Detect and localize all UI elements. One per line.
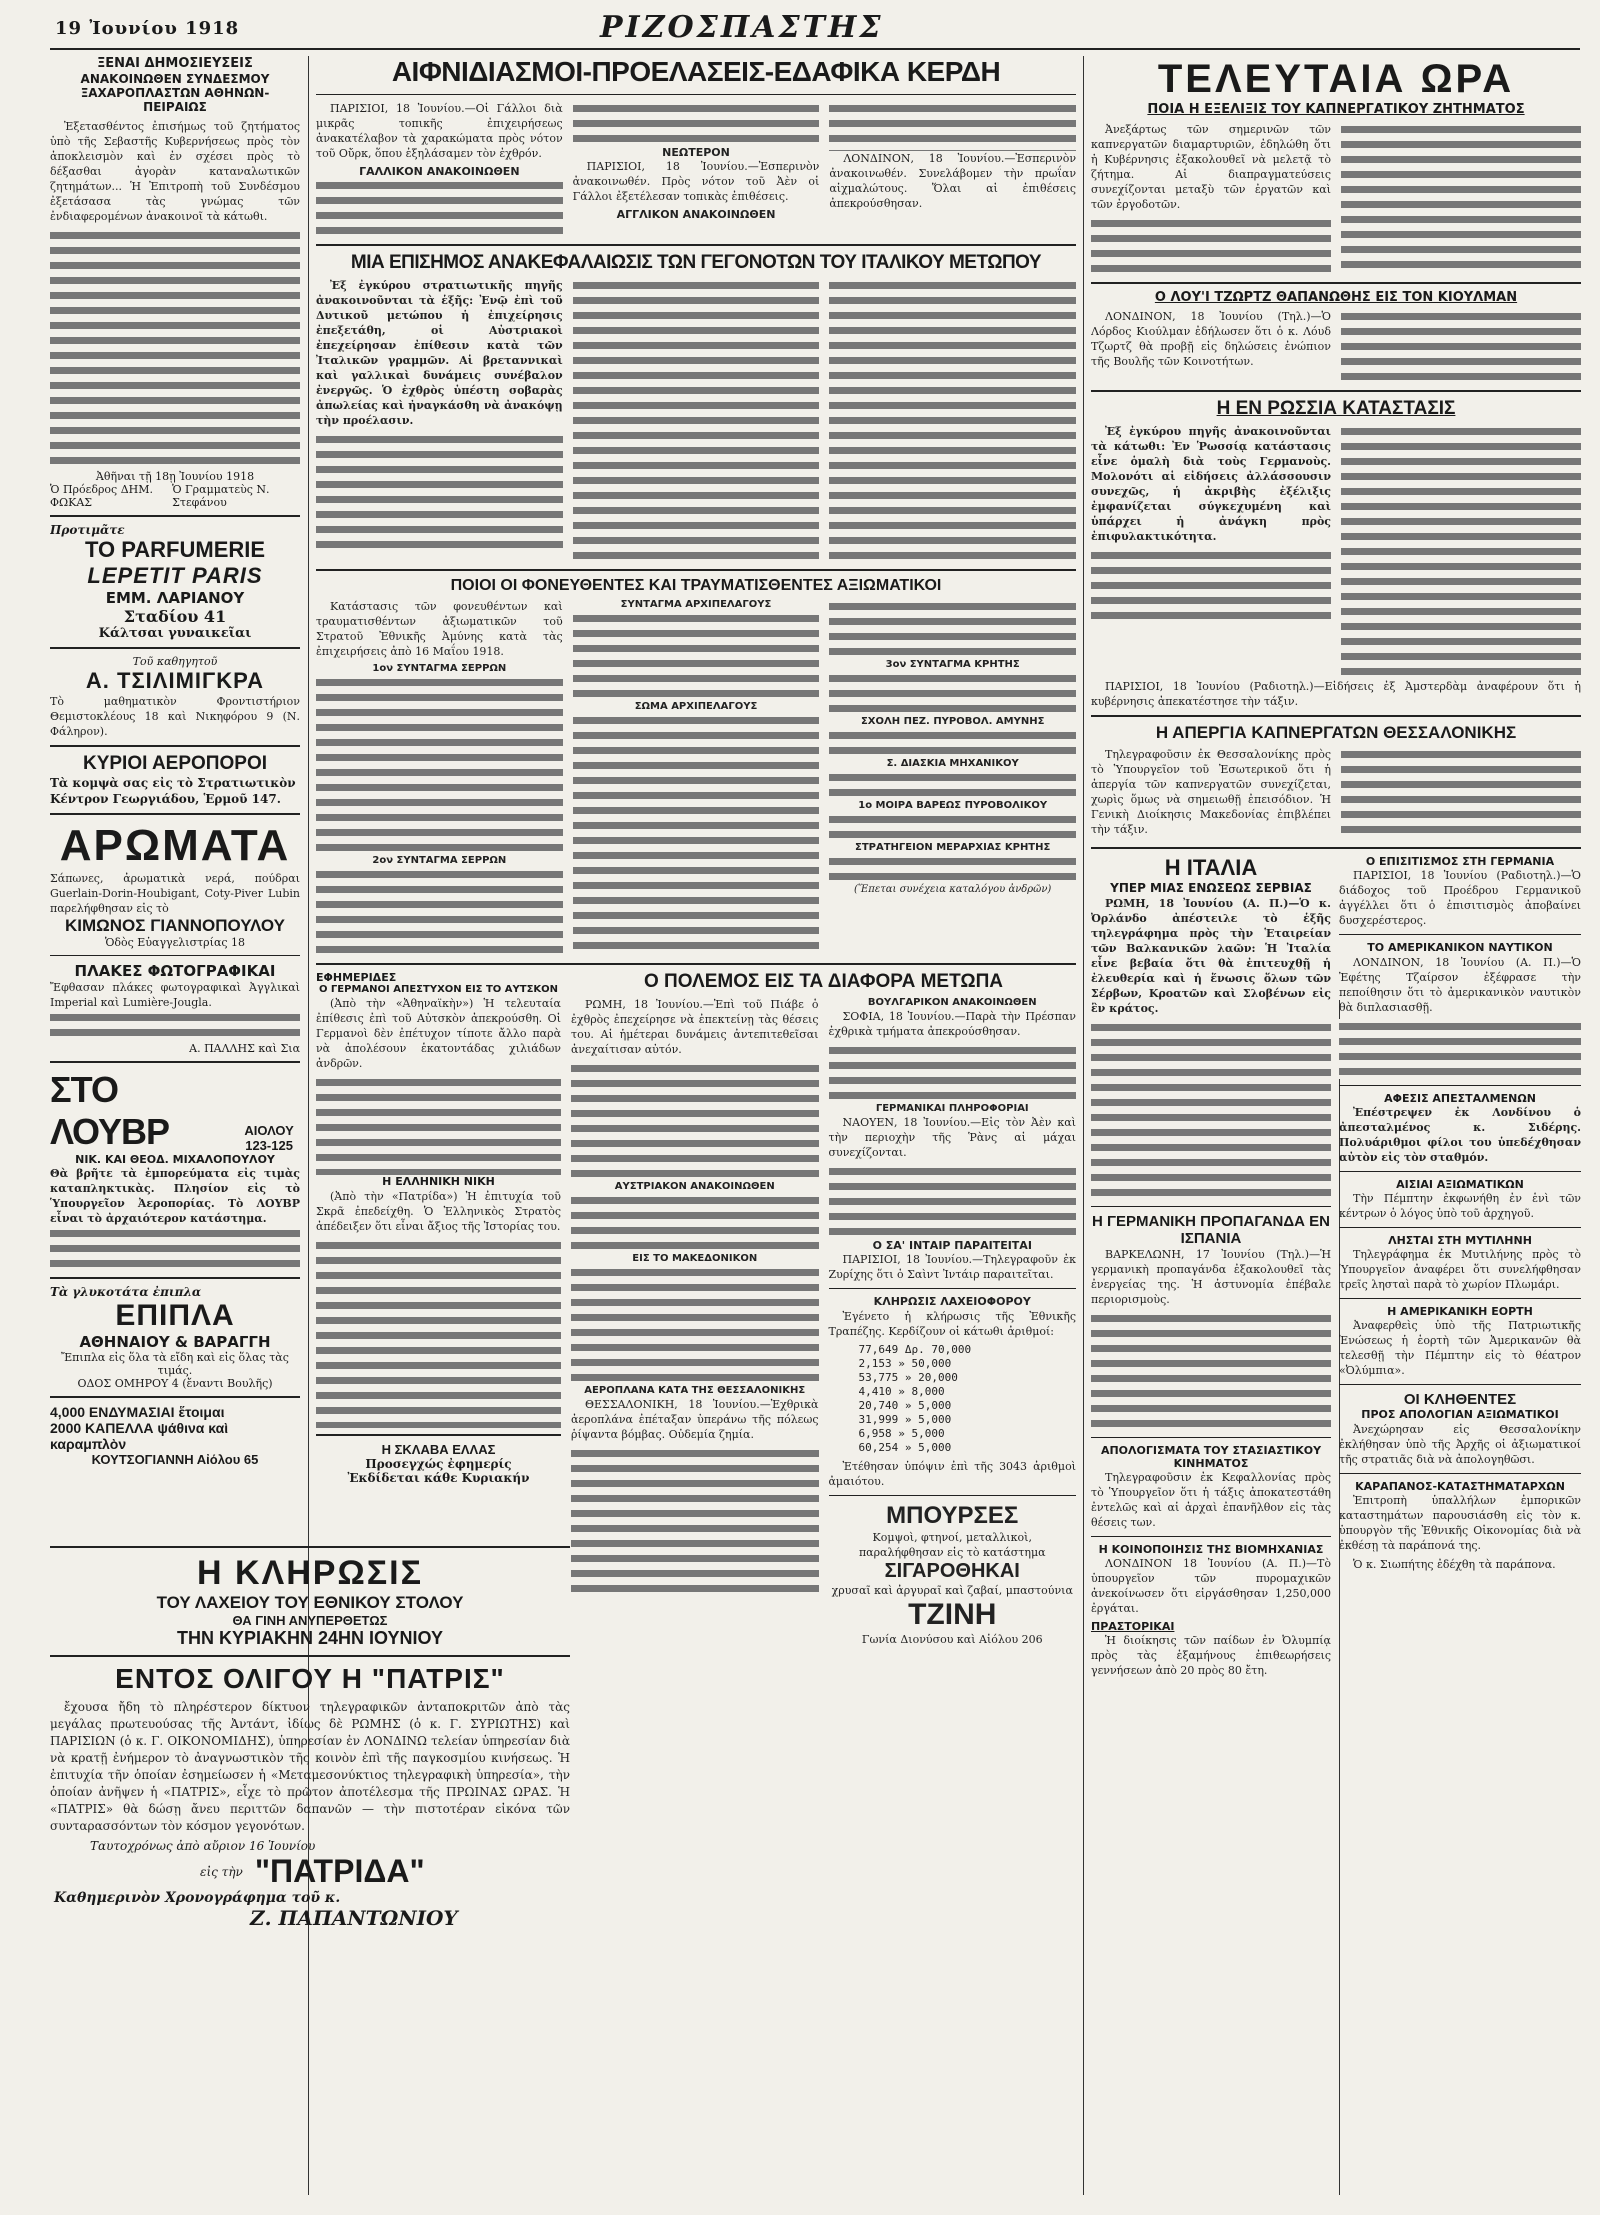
secretary-signature: Ὁ Γραμματεὺς Ν. Στεφάνου [172,482,270,509]
center-column [316,56,1076,2195]
press-subheading: Η ΕΛΛΗΝΙΚΗ ΝΙΚΗ [382,1175,495,1189]
article-text: ΛΟΝΔΙΝΟΝ 18 Ἰουνίου (Α. Π.)—Τὸ ὑπουργεῖον τῶν πυρομαχικῶν ἀνεκοίνωσεν ὅτι εἰργάσθησαν 1,250,000 ἐργάται. [1091,1557,1331,1616]
article-text: Ἐπιτροπὴ ὑπαλλήλων ἐμπορικῶν καταστημάτων παρουσιάσθη εἰς τὸν κ. ὑπουργὸν τῆς Ἐθνικῆς Οἰκονομίας διὰ νὰ ἐκθέσῃ τὰ παράπονά της. [1339,1493,1581,1552]
article-text: ΛΟΝΔΙΝΟΝ, 18 Ἰουνίου (Τηλ.)—Ὁ Λόρδος Κιούλμαν ἐδήλωσεν ὅτι ὁ κ. Λόυδ Τζωρτζ θὰ προβῇ εἰς δηλώσεις ἐνώπιον τῆς Βουλῆς τῶν Κοινοτήτων. [1091,310,1331,369]
lottery-number-list [829,1343,1077,1455]
shopkeepers-heading: ΚΑΡΑΠΑΝΟΣ-ΚΑΤΑΣΤΗΜΑΤΑΡΧΩΝ [1355,1479,1565,1493]
section-rule [50,1277,300,1279]
lottery-subheading: ΤΟΥ ΛΑΧΕΙΟΥ ΤΟΥ ΕΘΝΙΚΟΥ ΣΤΟΛΟΥ [156,1593,464,1612]
regiment-subheading: 1ο ΜΟΙΡΑ ΒΑΡΕΩΣ ΠΥΡΟΒΟΛΙΚΟΥ [858,800,1048,812]
press-review [316,971,561,1646]
navy-heading: ΤΟ ΑΜΕΡΙΚΑΝΙΚΟΝ ΝΑΥΤΙΚΟΝ [1367,941,1553,955]
ad-title: ΣΤΟ ΛΟΥΒΡ [50,1068,170,1152]
section-rule [50,1396,300,1398]
regiment-subheading: Σ. ΔΙΑΣΚΙΑ ΜΗΧΑΝΙΚΟΥ [886,758,1019,770]
summoned-heading: ΟΙ ΚΛΗΘΕΝΤΕΣ [1403,1391,1517,1409]
envoys-heading: ΑΦΕΣΙΣ ΑΠΕΣΤΑΛΜΕΝΩΝ [1384,1091,1536,1105]
ad-subtitle: ΝΙΚ. ΚΑΙ ΘΕΟΔ. ΜΙΧΑΛΟΠΟΥΛΟΥ [75,1152,275,1166]
article-text: Τηλεγραφοῦσιν ἐκ Κεφαλλονίας πρὸς τὸ Ὑπουργεῖον ὅτι ἡ τάξις ἀποκατεστάθη ἐντελῶς καὶ αἱ ἀρχαὶ ἐπανῆλθον εἰς τὰς θέσεις των. [1091,1470,1331,1529]
article-text: Ἐξ ἐγκύρου πηγῆς ἀνακοινοῦνται τὰ κάτωθι: Ἐν Ῥωσσίᾳ κατάστασις εἶνε ὁμαλὴ διὰ τοὺς Γερμανοὺς. Μολονότι αἱ εἰδήσεις ἀλλάσσουσιν συνεχῶς, ἡ ἀκριβὴς ἐξέλιξις ἐμφανίζεται σύγκεχυμένη καὶ ὑπάρχει ἡ ἀνάγκη πρὸς ἐπιφυλακτικότητα. [1091,425,1331,544]
newspaper-title: ΡΙΖΟΣΠΑΣΤΗΣ [600,10,884,45]
article-text: ΡΩΜΗ, 18 Ἰουνίου (Α. Π.)—Ὁ κ. Ὀρλάνδο ἀπέστειλε τὸ ἑξῆς τηλεγράφημα πρὸς τὴν Ἑταιρείαν τῶν Βαλκανικῶν λαῶν: Ἡ Ἰταλία εἶνε βεβαία ὅτι θὰ ἐπιτευχθῇ ἡ ἐλευθερία καὶ ἡ ἕνωσις ὅλων τῶν Σέρβων, Κροατῶν καὶ Σλοβένων εἰς ἓν κράτος. [1091,896,1331,1015]
lottery-number: 6,958 » 5,000 [858,1426,945,1440]
article-text: Ἀναφερθεὶς ὑπὸ τῆς Πατριωτικῆς Ἑνώσεως ἡ ἑορτὴ τῶν Ἀμερικανῶν θὰ τελεσθῇ τὴν Πέμπτην εἰς τὸ θέατρον «Ὀλύμπια». [1339,1319,1581,1378]
continuation-note: (Ἕπεται συνέχεια καταλόγου ἀνδρῶν) [854,884,1052,896]
war-text: ΝΑΟΥΕΝ, 18 Ἰουνίου.—Εἰς τὸν Ἀὲν καὶ τὴν περιοχὴν τῆς Ῥὰνς αἱ μάχαι συνεχίζονται. [828,1116,1076,1160]
lottery-number: 2,153 » 50,000 [858,1356,952,1370]
section-rule [316,1434,561,1436]
clothing-ad [50,1404,300,1467]
russia-heading: Η ΕΝ ΡΩΣΣΙΑ ΚΑΤΑΣΤΑΣΙΣ [1216,398,1456,420]
article-text: Ἡ διοίκησις τῶν παίδων ἐν Ὀλυμπίᾳ πρὸς τὰς ἑξαμήνους ἐπιθεωρήσεις γεννήσεων ἀπὸ 20 πρὸς 80 ἔτη. [1091,1634,1331,1678]
lottery-results-footer: Ἐτέθησαν ὑπόψιν ἐπὶ τῆς 3043 ἀριθμοὶ ἀμαιότου. [828,1459,1076,1488]
ad-title: ΣΙΓΑΡΟΘΗΚΑΙ [884,1559,1020,1582]
section-rule [1091,390,1581,392]
issue-date: 19 Ἰουνίου 1918 [55,18,240,39]
patris-footer-line: Καθημερινὸν Χρονογράφημα τοῦ κ. [54,1890,341,1906]
war-subheading: ΒΟΥΛΓΑΡΙΚΟΝ ΑΝΑΚΟΙΝΩΘΕΝ [867,997,1037,1009]
ad-title: ΜΠΟΥΡΣΕΣ [886,1501,1019,1529]
patris-footer-line: εἰς τὴν [200,1864,243,1879]
ad-name: ΑΘΗΝΑΙΟΥ & ΒΑΡΑΓΓΗ [79,1332,271,1351]
last-hour-heading: ΤΕΛΕΥΤΑΙΑ ΩΡΑ [1157,57,1515,101]
regiment-subheading: 1ον ΣΥΝΤΑΓΜΑ ΣΕΡΡΩΝ [372,663,507,675]
enslaved-greece-ad [316,1442,561,1485]
section-rule [1091,282,1581,284]
lottery-number: 31,999 » 5,000 [858,1412,952,1426]
regiment-subheading: 3ον ΣΥΝΤΑΓΜΑ ΚΡΗΤΗΣ [885,659,1020,671]
article-text: ΒΑΡΚΕΛΩΝΗ, 17 Ἰουνίου (Τηλ.)—Ἡ γερμανικὴ προπαγάνδα ἐξακολουθεῖ τὰς ἐνεργείας της. Ἡ ἀστυνομία ἐπέβαλε περιορισμοὺς. [1091,1247,1331,1306]
masthead-rule [50,48,1580,50]
war-text: ΘΕΣΣΑΛΟΝΙΚΗ, 18 Ἰουνίου.—Ἐχθρικὰ ἀεροπλάνα ἐπέταξαν ὑπεράνω τῆς πόλεως ῥίψαντα βόμβας. Οὐδεμία ζημία. [571,1398,819,1442]
lottery-results-heading: ΚΛΗΡΩΣΙΣ ΛΑΧΕΙΟΦΟΡΟΥ [873,1295,1031,1309]
section-rule [316,963,1076,965]
war-text: ΠΑΡΙΣΙΟΙ, 18 Ἰουνίου.—Τηλεγραφοῦν ἐκ Ζυρίχης ὅτι ὁ Σαὶντ Ἰντάιρ παραιτεῖται. [828,1253,1076,1282]
lottery-number: 60,254 » 5,000 [858,1440,952,1454]
louvre-ad [50,1069,300,1271]
patris-heading: ΕΝΤΟΣ ΟΛΙΓΟΥ Η "ΠΑΤΡΙΣ" [115,1663,505,1694]
article-text: ΛΟΝΔΙΝΟΝ, 18 Ἰουνίου (Α. Π.)—Ὁ Ἐφέτης Τζαίρσον ἐξέφρασε τὴν πεποίθησιν ὅτι τὸ ἀμερικανικὸν ναυτικὸν θὰ διπλασιασθῇ. [1339,955,1581,1014]
photo-plates-ad [50,962,300,1055]
foreign-notices-kicker: ΞΕΝΑΙ ΔΗΜΟΣΙΕΥΣΕΙΣ [97,56,253,71]
war-subheading: ΓΕΡΜΑΝΙΚΑΙ ΠΛΗΡΟΦΟΡΙΑΙ [875,1103,1029,1115]
president-signature: Ὁ Πρόεδρος ΔΗΜ. ΦΩΚΑΣ [50,482,153,509]
ad-intro: Προτιμᾶτε [50,522,125,537]
officers-heading: ΑΙΣΙΑΙ ΑΞΙΩΜΑΤΙΚΩΝ [1396,1177,1524,1191]
article-text: Τηλεγραφοῦσιν ἐκ Θεσσαλονίκης πρὸς τὸ Ὑπουργεῖον τοῦ Ἐσωτερικοῦ ὅτι ἡ ἀπεργία τῶν καπνεργατῶν συνεχίζεται, χωρὶς ὅμως νὰ σημειωθῇ ἐπεισόδιον. Ἡ Γενικὴ Διοίκησις Μακεδονίας ἐπιβλέπει τὴν τάξιν. [1091,748,1331,837]
ad-name: ΚΙΜΩΝΟΣ ΓΙΑΝΝΟΠΟΥΛΟΥ [64,915,285,935]
press-text: (Ἀπὸ τὴν «Πατρίδα») Ἡ ἐπιτυχία τοῦ Σκρᾶ ἐπεδείχθη. Ὁ Ἑλληνικὸς Στρατὸς ἀπέδειξεν ὅτι εἶναι ἄξιος τῆς Ἱστορίας του. [316,1189,561,1233]
western-front-heading: ΑΙΦΝΙΔΙΑΣΜΟΙ-ΠΡΟΕΛΑΣΕΙΣ-ΕΔΑΦΙΚΑ ΚΕΡΔΗ [391,56,1001,87]
section-rule [1091,847,1581,849]
patris-footer-line: Ταυτοχρόνως ἀπὸ αὔριον 16 Ἰουνίου [90,1839,316,1853]
article-text: Ἐπέστρεψεν ἐκ Λονδίνου ὁ ἀπεσταλμένος κ. Σιδέρης. Πολυάριθμοι φίλοι του ὑπεδέχθησαν αὐτὸν εἰς τὸν σταθμόν. [1339,1105,1581,1164]
ad-line: Προσεγχώς ἐφημερίς [365,1456,512,1471]
summoned-subheading: ΠΡΟΣ ΑΠΟΛΟΓΙΑΝ ΑΞΙΩΜΑΤΙΚΟΙ [1361,1408,1559,1422]
furniture-ad [50,1285,300,1390]
press-text: (Ἀπὸ τὴν «Ἀθηναϊκὴν») Ἡ τελευταία ἐπίθεσις ἐπὶ τοῦ Αὐτσκὸν ἀπεκρούσθη. Οἱ Γερμανοὶ δὲν ἐπέτυχον τίποτε ἄλλο παρὰ νὰ ἀπολέσουν ἑκατοντάδας χιλιάδων ἀνδρῶν. [316,997,561,1071]
prehistoric-heading: ΠΡΑΣΤΟΡΙΚΑΙ [1091,1620,1175,1634]
war-subheading: ΑΥΣΤΡΙΑΚΟΝ ΑΝΑΚΟΙΝΩΘΕΝ [614,1181,775,1193]
lottery-heading: Η ΚΛΗΡΩΣΙΣ [197,1554,423,1592]
american-fest-heading: Η ΑΜΕΡΙΚΑΝΙΚΗ ΕΟΡΤΗ [1387,1305,1533,1319]
section-rule [50,813,300,815]
section-rule [50,745,300,747]
italy-subheading: ΥΠΕΡ ΜΙΑΣ ΕΝΩΣΕΩΣ ΣΕΡΒΙΑΣ [1110,881,1312,896]
ad-address: ΑΙΟΛΟΥ 123-125 [244,1122,294,1153]
ad-name: ΤΖΙΝΗ [908,1597,997,1631]
ad-body: Τὰ κομψὰ σας εἰς τὸ Στρατιωτικὸν Κέντρον Γεωργιάδου, Ἑρμοῦ 147. [50,775,296,806]
dispatch-subheading: ΑΓΓΛΙΚΟΝ ΑΝΑΚΟΙΝΩΘΕΝ [616,208,776,222]
ad-body: Τὸ μαθηματικὸν Φροντιστήριον Θεμιστοκλέους 18 καὶ Νικηφόρου 9 (Ν. Φάληρον). [50,694,300,738]
lottery-date: ΤΗΝ ΚΥΡΙΑΚΗΝ 24ΗΝ ΙΟΥΝΙΟΥ [176,1628,444,1648]
sedition-heading: ΑΠΟΛΟΓΙΣΜΑΤΑ ΤΟΥ ΣΤΑΣΙΑΣΤΙΚΟΥ ΚΙΝΗΜΑΤΟΣ [1100,1443,1322,1470]
ad-line: ΚΟΥΤΣΟΓΙΑΝΝΗ Αἰόλου 65 [91,1451,259,1467]
industry-heading: Η ΚΟΙΝΟΠΟΙΗΣΙΣ ΤΗΣ ΒΙΟΜΗΧΑΝΙΑΣ [1098,1542,1324,1556]
regiment-subheading: ΣΧΟΛΗ ΠΕΖ. ΠΥΡΟΒΟΛ. ΑΜΥΝΗΣ [860,716,1045,728]
parfumerie-ad [50,523,300,641]
war-text: ΣΟΦΙΑ, 18 Ἰουνίου.—Παρὰ τὴν Πρέσπαν ἐχθρικὰ τμήματα ἀπεκρούσθησαν. [828,1010,1076,1039]
dispatch-subheading: ΓΑΛΛΙΚΟΝ ΑΝΑΚΟΙΝΩΘΕΝ [359,165,520,178]
ad-address: Γωνία Διονύσου καὶ Αἰόλου 206 [861,1632,1043,1646]
ad-line: ΤΟ PARFUMERIE [84,536,266,562]
war-fronts [571,971,1076,1646]
tutor-ad [50,655,300,739]
ad-address: ΟΔΟΣ ΟΜΗΡΟΥ 4 (ἔναντι Βουλῆς) [77,1376,273,1390]
ad-address: Ὁδὸς Εὐαγγελιστρίας 18 [104,935,246,949]
ad-title: ΕΠΙΠΛΑ [115,1298,235,1332]
ad-intro: Τοῦ καθηγητοῦ [132,654,218,668]
ad-text-filler [50,1226,300,1271]
ad-body: Σάπωνες, ἀρωματικὰ νερά, πούδραι Guerlain-Dorin-Houbigant, Coty-Piver Lubin παρελήφθησαν εἰς τὸ [50,871,300,915]
dispatch-text: ΛΟΝΔΙΝΟΝ, 18 Ἰουνίου.—Ἐσπερινὸν ἀνακοινωθέν. Συνελάβομεν τὴν πρωΐαν αἰχμαλώτους. Ὅλαι αἱ ἐπιθέσεις ἀπεκρούσθησαν. [829,152,1076,210]
article-text: ΠΑΡΙΣΙΟΙ, 18 Ἰουνίου (Ραδιοτηλ.)—Ὁ διάδοχος τοῦ Προέδρου Γερμανικοῦ ἀγγέλλει ὅτι ὁ ἐπισιτισμὸς ἀποβαίνει δυσχερέστερος. [1339,869,1581,928]
war-subheading: ΕΙΣ ΤΟ ΜΑΚΕΔΟΝΙΚΟΝ [632,1253,758,1265]
perfumes-ad [50,821,300,949]
ad-title: ΚΥΡΙΟΙ ΑΕΡΟΠΟΡΟΙ [82,752,268,774]
notice-signatures [50,483,300,509]
dispatch-text: ΠΑΡΙΣΙΟΙ, 18 Ἰουνίου.—Ἐσπερινὸν ἀνακοινωθέν. Πρὸς νότον τοῦ Ἀὲν οἱ Γάλλοι ἐξετέλεσαν τοπικὰς ἐπιθέσεις. [572,160,820,204]
strike-heading: Η ΑΠΕΡΓΙΑ ΚΑΠΝΕΡΓΑΤΩΝ ΘΕΣΣΑΛΟΝΙΚΗΣ [1155,723,1517,743]
dispatch-subheading: ΝΕΩΤΕΡΟΝ [662,146,730,159]
section-rule [1091,715,1581,717]
war-text: ΡΩΜΗ, 18 Ἰουνίου.—Ἐπὶ τοῦ Πιάβε ὁ ἐχθρὸς ἐπεχείρησε νὰ ἐπεκτείνῃ τὰς θέσεις του. Αἱ ἡμέτεραι δυνάμεις ἀντεπιτεθεῖσαι ἀνεχαίτισαν αὐτόν. [571,998,819,1057]
mytilene-heading: ΛΗΣΤΑΙ ΣΤΗ ΜΥΤΙΛΗΝΗ [1388,1233,1532,1247]
regiment-subheading: 2ον ΣΥΝΤΑΓΜΑ ΣΕΡΡΩΝ [372,855,507,867]
article-text: Ὁ κ. Σιωπήτης ἐδέχθη τὰ παράπονα. [1353,1557,1556,1571]
section-rule [316,94,1076,95]
press-heading: ΕΦΗΜΕΡΙΔΕΣ [316,971,397,985]
aviators-ad [50,753,300,807]
casualties-list [316,599,1076,957]
patris-body: ἔχουσα ἤδη τὸ πληρέστερον δίκτυον τηλεγραφικῶν ἀνταποκριτῶν ἀπὸ τὰς μεγάλας πρωτευούσας τῆς Ἀντάντ, ἰδίως δὲ ΡΩΜΗΣ (ὁ κ. Γ. ΣΥΡΙΩΤΗΣ) καὶ ΠΑΡΙΣΙΩΝ (ὁ κ. Γ. ΟΙΚΟΝΟΜΙΔΗΣ), ὑπηρεσίαν ἐν ΛΟΝΔΙΝΩ τελείαν ὑπηρεσίαν διὰ νὰ κρατῇ ἐνήμερον τὸ ἀναγνωστικὸν τῆς κοινὸν ἐπὶ τῆς παγκοσμίου κινήσεως. Ἡ ἐπιτυχία τῆν ὁποίαν ἐσημείωσεν ἡ «Μεταμεσονύκτιος τηλεγραφικὴ ὑπηρεσία», τὴν ὁποίαν ἀνῆψεν ἡ «ΠΑΤΡΙΣ», εἶχε τὸ πρῶτον ἀποτέλεσμα τῆς ΠΡΩΙΝΑΣ ΩΡΑΣ. Ἡ «ΠΑΤΡΙΣ» θὰ δώσῃ ἄνευ περιττῶν δαπανῶν — τὴν πιστοτέραν εἰκόνα τῶν συνταρασσόντων τὸν κόσμον γεγονότων. [50,1700,570,1833]
section-rule [50,955,300,956]
section-rule [50,515,300,517]
purses-ad [829,1502,1077,1647]
lower-center [316,971,1076,1646]
dispatch-text: ΠΑΡΙΣΙΟΙ, 18 Ἰουνίου.—Οἱ Γάλλοι διὰ μικρᾶς τοπικῆς ἐπιχειρήσεως ἀνακατέλαβον τὰ χαρακώματα πρὸς νότον τοῦ Οὔρκ, ὅπου ἐξηλάσαμεν τὸν ἐχθρόν. [316,102,563,160]
article-text: Ἀνεξάρτως τῶν σημερινῶν τῶν καπνεργατῶν διαμαρτυριῶν, ἐδηλώθη ὅτι ἡ Κυβέρνησις ἐξακολουθεῖ νὰ μελετᾷ τὸ ζήτημα. Αἱ διαπραγματεύσεις συνεχίζονται μεταξὺ τῶν ἐργατῶν καὶ τῶν ἐργοδοτῶν. [1091,122,1331,211]
column-divider [1083,56,1084,2195]
article-text: Ἀνεχώρησαν εἰς Θεσσαλονίκην ἐκλήθησαν ὑπὸ τῆς Ἀρχῆς οἱ ἀξιωματικοί τῆς στρατιᾶς διὰ νὰ ἀπολογηθῶσι. [1339,1422,1581,1466]
war-subheading: ΑΕΡΟΠΛΑΝΑ ΚΑΤΑ ΤΗΣ ΘΕΣΣΑΛΟΝΙΚΗΣ [584,1385,806,1397]
regiment-subheading: ΣΤΡΑΤΗΓΕΙΟΝ ΜΕΡΑΡΧΙΑΣ ΚΡΗΤΗΣ [855,842,1051,854]
ad-body: Ἔπιπλα εἰς ὅλα τὰ εἴδη καὶ εἰς ὅλας τὰς τιμάς. [61,1350,289,1377]
ad-line: 2000 ΚΑΠΕΛΛΑ ψάθινα καὶ καραμπλὸν [50,1419,229,1452]
ad-title: ΠΛΑΚΕΣ ΦΩΤΟΓΡΑΦΙΚΑΙ [74,961,276,980]
ad-title: Η ΣΚΛΑΒΑ ΕΛΛΑΣ [381,1441,496,1457]
lloyd-george-heading: Ο ΛΟΥ'Ι ΤΖΩΡΤΖ ΘΑΠΑΝΩΘΗΣ ΕΙΣ ΤΟΝ ΚΙΟΥΛΜΑΝ [1154,289,1518,305]
ad-text-filler [50,1010,300,1040]
casualties-intro: Κατάστασις τῶν φονευθέντων καὶ τραυματισθέντων ἀξιωματικῶν τοῦ Στρατοῦ Ἐθνικῆς Ἀμύνης κατὰ τὰς ἐπιχειρήσεις ἀπὸ 16 Μαΐου 1918. [316,600,563,659]
ad-line: Ἐκδίδεται κάθε Κυριακήν [347,1470,530,1485]
section-rule [316,569,1076,571]
article-text: Τηλεγράφημα ἐκ Μυτιλήνης πρὸς τὸ Ὑπουργεῖον ἀναφέρει ὅτι συνελήφθησαν τρεῖς λησταὶ παρὰ τὸ χωρίον Πλωμάρι. [1339,1248,1581,1292]
article-text: Ἐξ ἐγκύρου στρατιωτικῆς πηγῆς ἀνακοινοῦνται τὰ ἑξῆς: Ἐνῷ ἐπὶ τοῦ Δυτικοῦ μετώπου ἡ ἐπιχείρησις ἐπεξετάθη, οἱ Αὐστριακοὶ ἐπεχείρησαν ἐπίθεσιν κατὰ τῶν Ἰταλικῶν γραμμῶν. Αἱ βρεταννικαὶ καὶ γαλλικαὶ δυνάμεις συνέβαλον ἐνεργῶς. Ὁ ἐχθρὸς ὑπέστη σοβαρὰς ἀπωλείας καὶ ἠναγκάσθη νὰ ἀνακόψῃ τὴν προέλασιν. [316,279,563,428]
masthead [0,0,1600,52]
ad-line: Σταδίου 41 [123,606,227,626]
lottery-number: 20,740 » 5,000 [858,1398,952,1412]
article-text: ΠΑΡΙΣΙΟΙ, 18 Ἰουνίου (Ραδιοτηλ.)—Εἰδήσεις ἐξ Ἀμστερδὰμ ἀναφέρουν ὅτι ἡ κυβέρνησις ἀπεκατέστησε τὴν τάξιν. [1091,680,1581,709]
food-heading: Ο ΕΠΙΣΙΤΙΣΜΟΣ ΣΤΗ ΓΕΡΜΑΝΙΑ [1365,855,1555,869]
ad-body: Θὰ βρῆτε τὰ ἐμπορεύματα εἰς τιμὰς καταπληκτικὰς. Πλησίον εἰς τὸ Ὑπουργεῖον Ἀεροπορίας. Τὸ ΛΟΥΒΡ εἶναι τὸ ἀρχαιότερον κατάστημα. [50,1166,300,1225]
right-column [1091,56,1581,2195]
lottery-number: 4,410 » 8,000 [858,1384,945,1398]
ad-intro: Τὰ γλυκοτάτα ἐπιπλα [50,1284,202,1299]
lottery-subheading-2: ΘΑ ΓΙΝΗ ΑΝΥΠΕΡΘΕΤΩΣ [232,1613,388,1628]
lottery-results-intro: Ἐγένετο ἡ κλήρωσις τῆς Ἐθνικῆς Τραπέζης. Κερδίζουν οἱ κάτωθι ἀριθμοί: [828,1309,1076,1338]
ad-body: χρυσαῖ καὶ ἀργυραῖ καὶ ζαβαί, μπαστούνια [831,1583,1073,1597]
lottery-number: 77,649 Δρ. 70,000 [858,1342,972,1356]
confectioners-notice-body: Ἐξετασθέντος ἐπισήμως τοῦ ζητήματος ὑπὸ τῆς Σεβαστῆς Κυβερνήσεως πρὸς τὸν ἀποκλεισμὸν καὶ ἐν σχέσει πρὸς τὸ δέξασθαι ἀγορὰν καταναλωτικῶν ζητημάτων... Ἡ Ἐπιτροπὴ τοῦ Συνδέσμου ἐξετάσασα τὰς γνώμας τῶν ἐνδιαφερομένων ἀνακοινοῖ τὰ κάτωθι. [50,119,300,468]
article-text: Τὴν Πέμπτην ἐκφωνήθη ἐν ἑνὶ τῶν κέντρων ὁ λόγος ὑπὸ τοῦ ἀρχηγοῦ. [1339,1191,1581,1220]
propaganda-heading: Η ΓΕΡΜΑΝΙΚΗ ΠΡΟΠΑΓΑΝΔΑ ΕΝ ΙΣΠΑΝΙΑ [1091,1212,1331,1247]
ad-title: ΑΡΩΜΑΤΑ [59,820,291,870]
regiment-subheading: ΣΩΜΑ ΑΡΧΙΠΕΛΑΓΟΥΣ [634,701,758,713]
papantoniou-name: Ζ. ΠΑΠΑΝΤΩΝΙΟΥ [250,1906,458,1930]
ad-line: 4,000 ΕΝΔΥΜΑΣΙΑΙ ἕτοιμαι [50,1403,225,1420]
ad-line: LEPETIT PARIS [87,562,263,588]
italy-heading: Η ΙΤΑΛΙΑ [1164,855,1258,881]
regiment-subheading: ΣΥΝΤΑΓΜΑ ΑΡΧΙΠΕΛΑΓΟΥΣ [620,599,772,611]
press-subheading: Ο ΓΕΡΜΑΝΟΙ ΑΠΕΣΤΥΧΟΝ ΕΙΣ ΤΟ ΑΥΤΣΚΟΝ [318,984,559,996]
ad-line: ΕΜΜ. ΛΑΡΙΑΝΟΥ [105,588,245,607]
western-front-dispatches [316,101,1076,238]
ad-body: Κομψοὶ, φτηνοί, μεταλλικοὶ, παραλήφθησαν εἰς τὸ κατάστημα [858,1530,1046,1559]
notice-sign-date: Ἀθῆναι τῇ 18ῃ Ἰουνίου 1918 [95,469,255,483]
war-fronts-heading: Ο ΠΟΛΕΜΟΣ ΕΙΣ ΤΑ ΔΙΑΦΟΡΑ ΜΕΤΩΠΑ [643,971,1004,993]
confectioners-notice-heading: ΑΝΑΚΟΙΝΩΘΕΝ ΣΥΝΔΕΣΜΟΥ ΞΑΧΑΡΟΠΛΑΣΤΩΝ ΑΘΗΝΩΝ-ΠΕΙΡΑΙΩΣ [80,71,270,115]
italian-front-heading: ΜΙΑ ΕΠΙΣΗΜΟΣ ΑΝΑΚΕΦΑΛΑΙΩΣΙΣ ΤΩΝ ΓΕΓΟΝΟΤΩΝ ΤΟΥ ΙΤΑΛΙΚΟΥ ΜΕΤΩΠΟΥ [350,252,1042,274]
section-rule [50,1061,300,1063]
patrida-name: "ΠΑΤΡΙΔΑ" [254,1853,425,1889]
casualties-heading: ΠΟΙΟΙ ΟΙ ΦΟΝΕΥΘΕΝΤΕΣ ΚΑΙ ΤΡΑΥΜΑΤΙΣΘΕΝΤΕΣ ΑΞΙΩΜΑΤΙΚΟΙ [450,577,942,595]
italian-front-article [316,278,1076,563]
ad-body: Ἔφθασαν πλάκες φωτογραφικαὶ Ἀγγλικαὶ Imperial καὶ Lumière-Jougla. [50,980,300,1009]
ad-name: Α. ΤΣΙΛΙΜΙΓΚΡΑ [85,667,265,693]
section-rule [316,244,1076,246]
ad-line: Κάλτσαι γυναικεῖαι [98,625,252,641]
war-subheading: Ο ΣΑ' ΙΝΤΑΙΡ ΠΑΡΑΙΤΕΙΤΑΙ [872,1239,1032,1253]
ad-sign: Α. ΠΑΛΛΗΣ καὶ Σια [189,1041,300,1055]
last-hour-subheading: ΠΟΙΑ Η ΕΞΕΛΙΞΙΣ ΤΟΥ ΚΑΠΝΕΡΓΑΤΙΚΟΥ ΖΗΤΗΜΑΤΟΣ [1147,102,1525,117]
section-rule [50,647,300,649]
lottery-number: 53,775 » 20,000 [858,1370,958,1384]
